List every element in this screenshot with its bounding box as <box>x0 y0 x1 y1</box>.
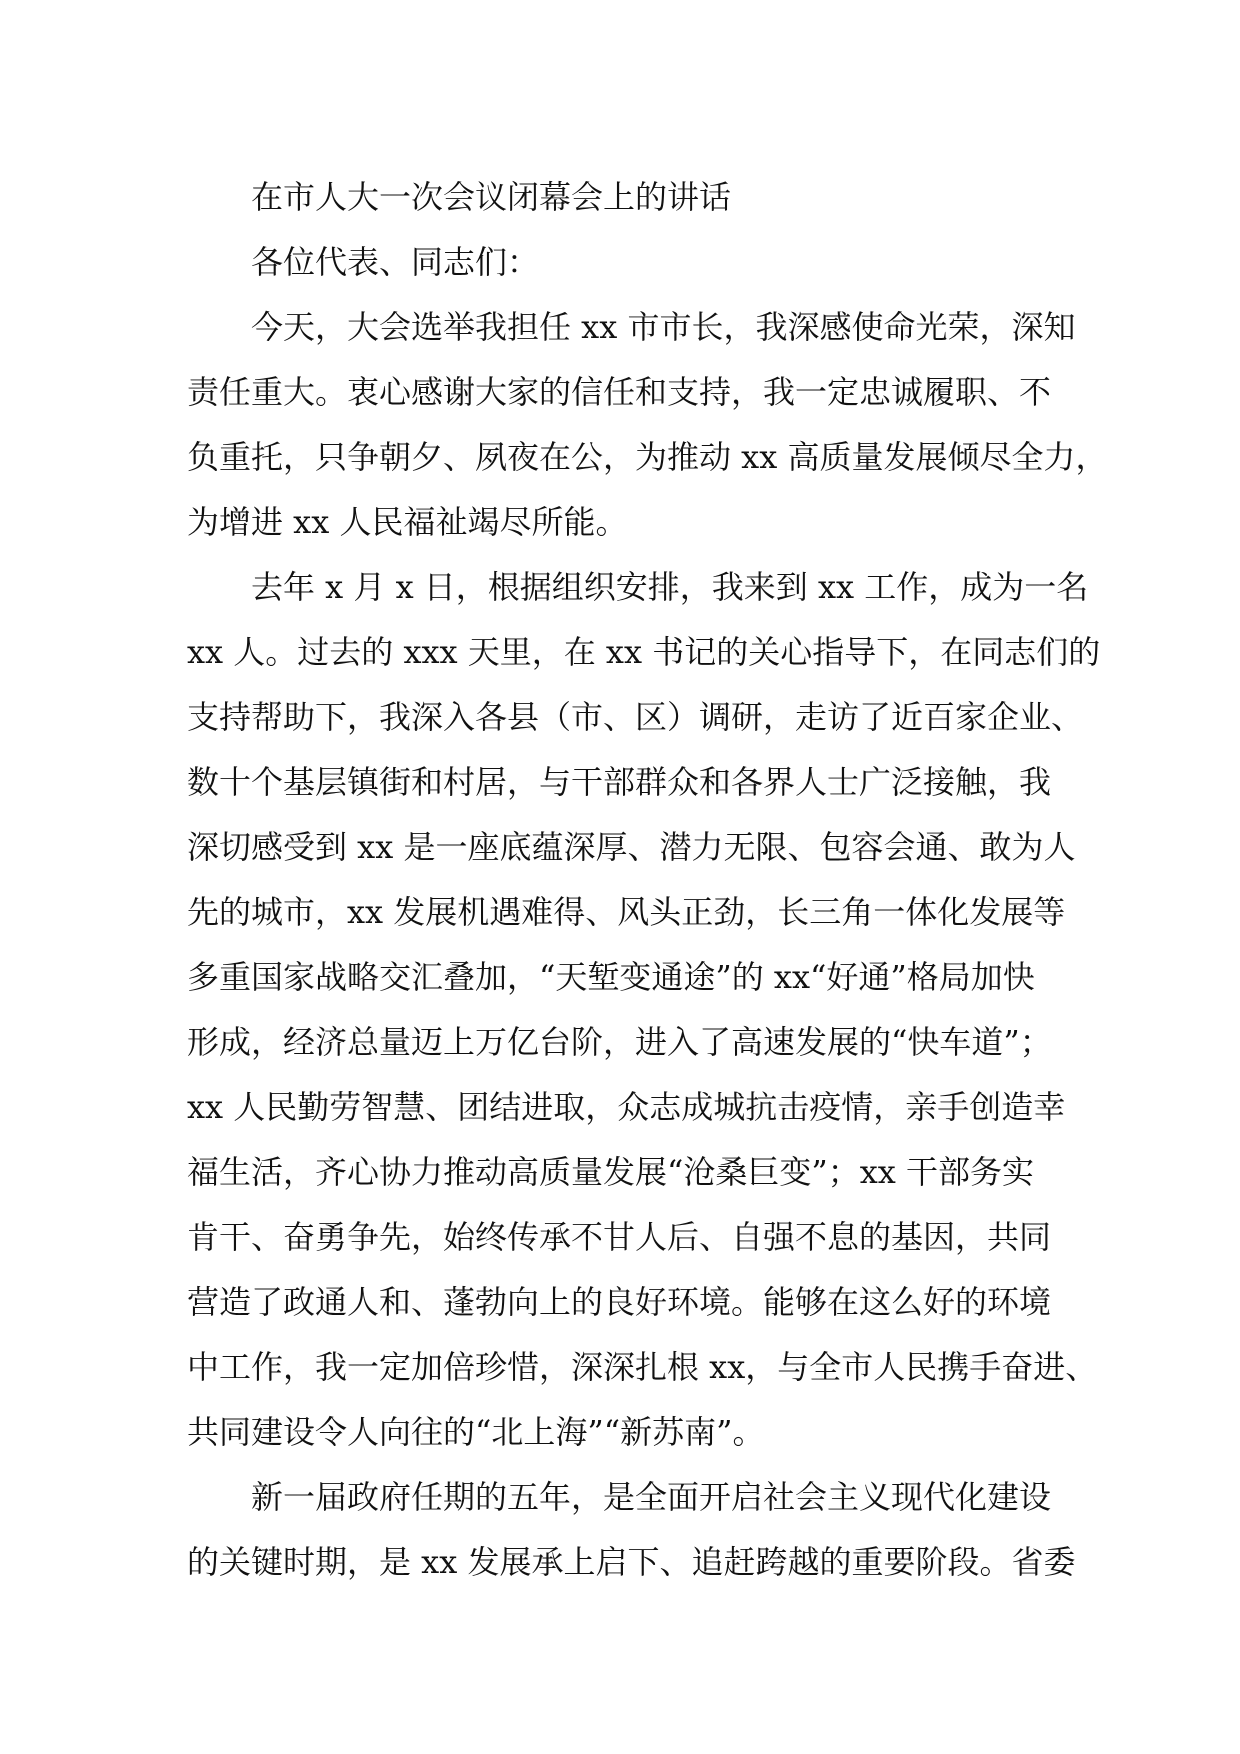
document-title: 在市人大一次会议闭幕会上的讲话 <box>251 178 732 216</box>
paragraph-line: 负重托，只争朝夕、夙夜在公，为推动 xx 高质量发展倾尽全力， <box>187 438 1108 476</box>
paragraph-line: xx 人民勤劳智慧、团结进取，众志成城抗击疫情，亲手创造幸 <box>187 1088 1066 1126</box>
paragraph-1 <box>187 295 1108 555</box>
paragraph-line: 先的城市，xx 发展机遇难得、风头正劲，长三角一体化发展等 <box>187 893 1066 931</box>
paragraph-line: 为增进 xx 人民福祉竭尽所能。 <box>187 503 628 541</box>
paragraph-line: 福生活，齐心协力推动高质量发展“沧桑巨变”；xx 干部务实 <box>187 1153 1034 1191</box>
paragraph-line: xx 人。过去的 xxx 天里，在 xx 书记的关心指导下，在同志们的 <box>187 633 1101 671</box>
paragraph-line: 形成，经济总量迈上万亿台阶，进入了高速发展的“快车道”； <box>187 1023 1052 1061</box>
paragraph-line: 支持帮助下，我深入各县（市、区）调研，走访了近百家企业、 <box>187 698 1084 736</box>
paragraph-line: 今天，大会选举我担任 xx 市市长，我深感使命光荣，深知 <box>251 308 1076 346</box>
paragraph-3 <box>187 1465 1076 1595</box>
paragraph-line: 营造了政通人和、蓬勃向上的良好环境。能够在这么好的环境 <box>187 1283 1052 1321</box>
document-body <box>187 165 1108 1595</box>
paragraph-line: 数十个基层镇街和村居，与干部群众和各界人士广泛接触，我 <box>187 763 1052 801</box>
paragraph-line: 多重国家战略交汇叠加，“天堑变通途”的 xx“好通”格局加快 <box>187 958 1035 996</box>
paragraph-line: 深切感受到 xx 是一座底蕴深厚、潜力无限、包容会通、敢为人 <box>187 828 1076 866</box>
greeting-line: 各位代表、同志们： <box>251 243 540 281</box>
paragraph-line: 肯干、奋勇争先，始终传承不甘人后、自强不息的基因，共同 <box>187 1218 1052 1256</box>
paragraph-line: 责任重大。衷心感谢大家的信任和支持，我一定忠诚履职、不 <box>187 373 1052 411</box>
paragraph-line: 共同建设令人向往的“北上海”“新苏南”。 <box>187 1413 765 1451</box>
paragraph-2 <box>187 555 1101 1465</box>
paragraph-line: 中工作，我一定加倍珍惜，深深扎根 xx，与全市人民携手奋进、 <box>187 1348 1098 1386</box>
paragraph-line: 的关键时期，是 xx 发展承上启下、追赶跨越的重要阶段。省委 <box>187 1543 1076 1581</box>
paragraph-line: 新一届政府任期的五年，是全面开启社会主义现代化建设 <box>251 1478 1052 1516</box>
paragraph-line: 去年 x 月 x 日，根据组织安排，我来到 xx 工作，成为一名 <box>251 568 1089 606</box>
